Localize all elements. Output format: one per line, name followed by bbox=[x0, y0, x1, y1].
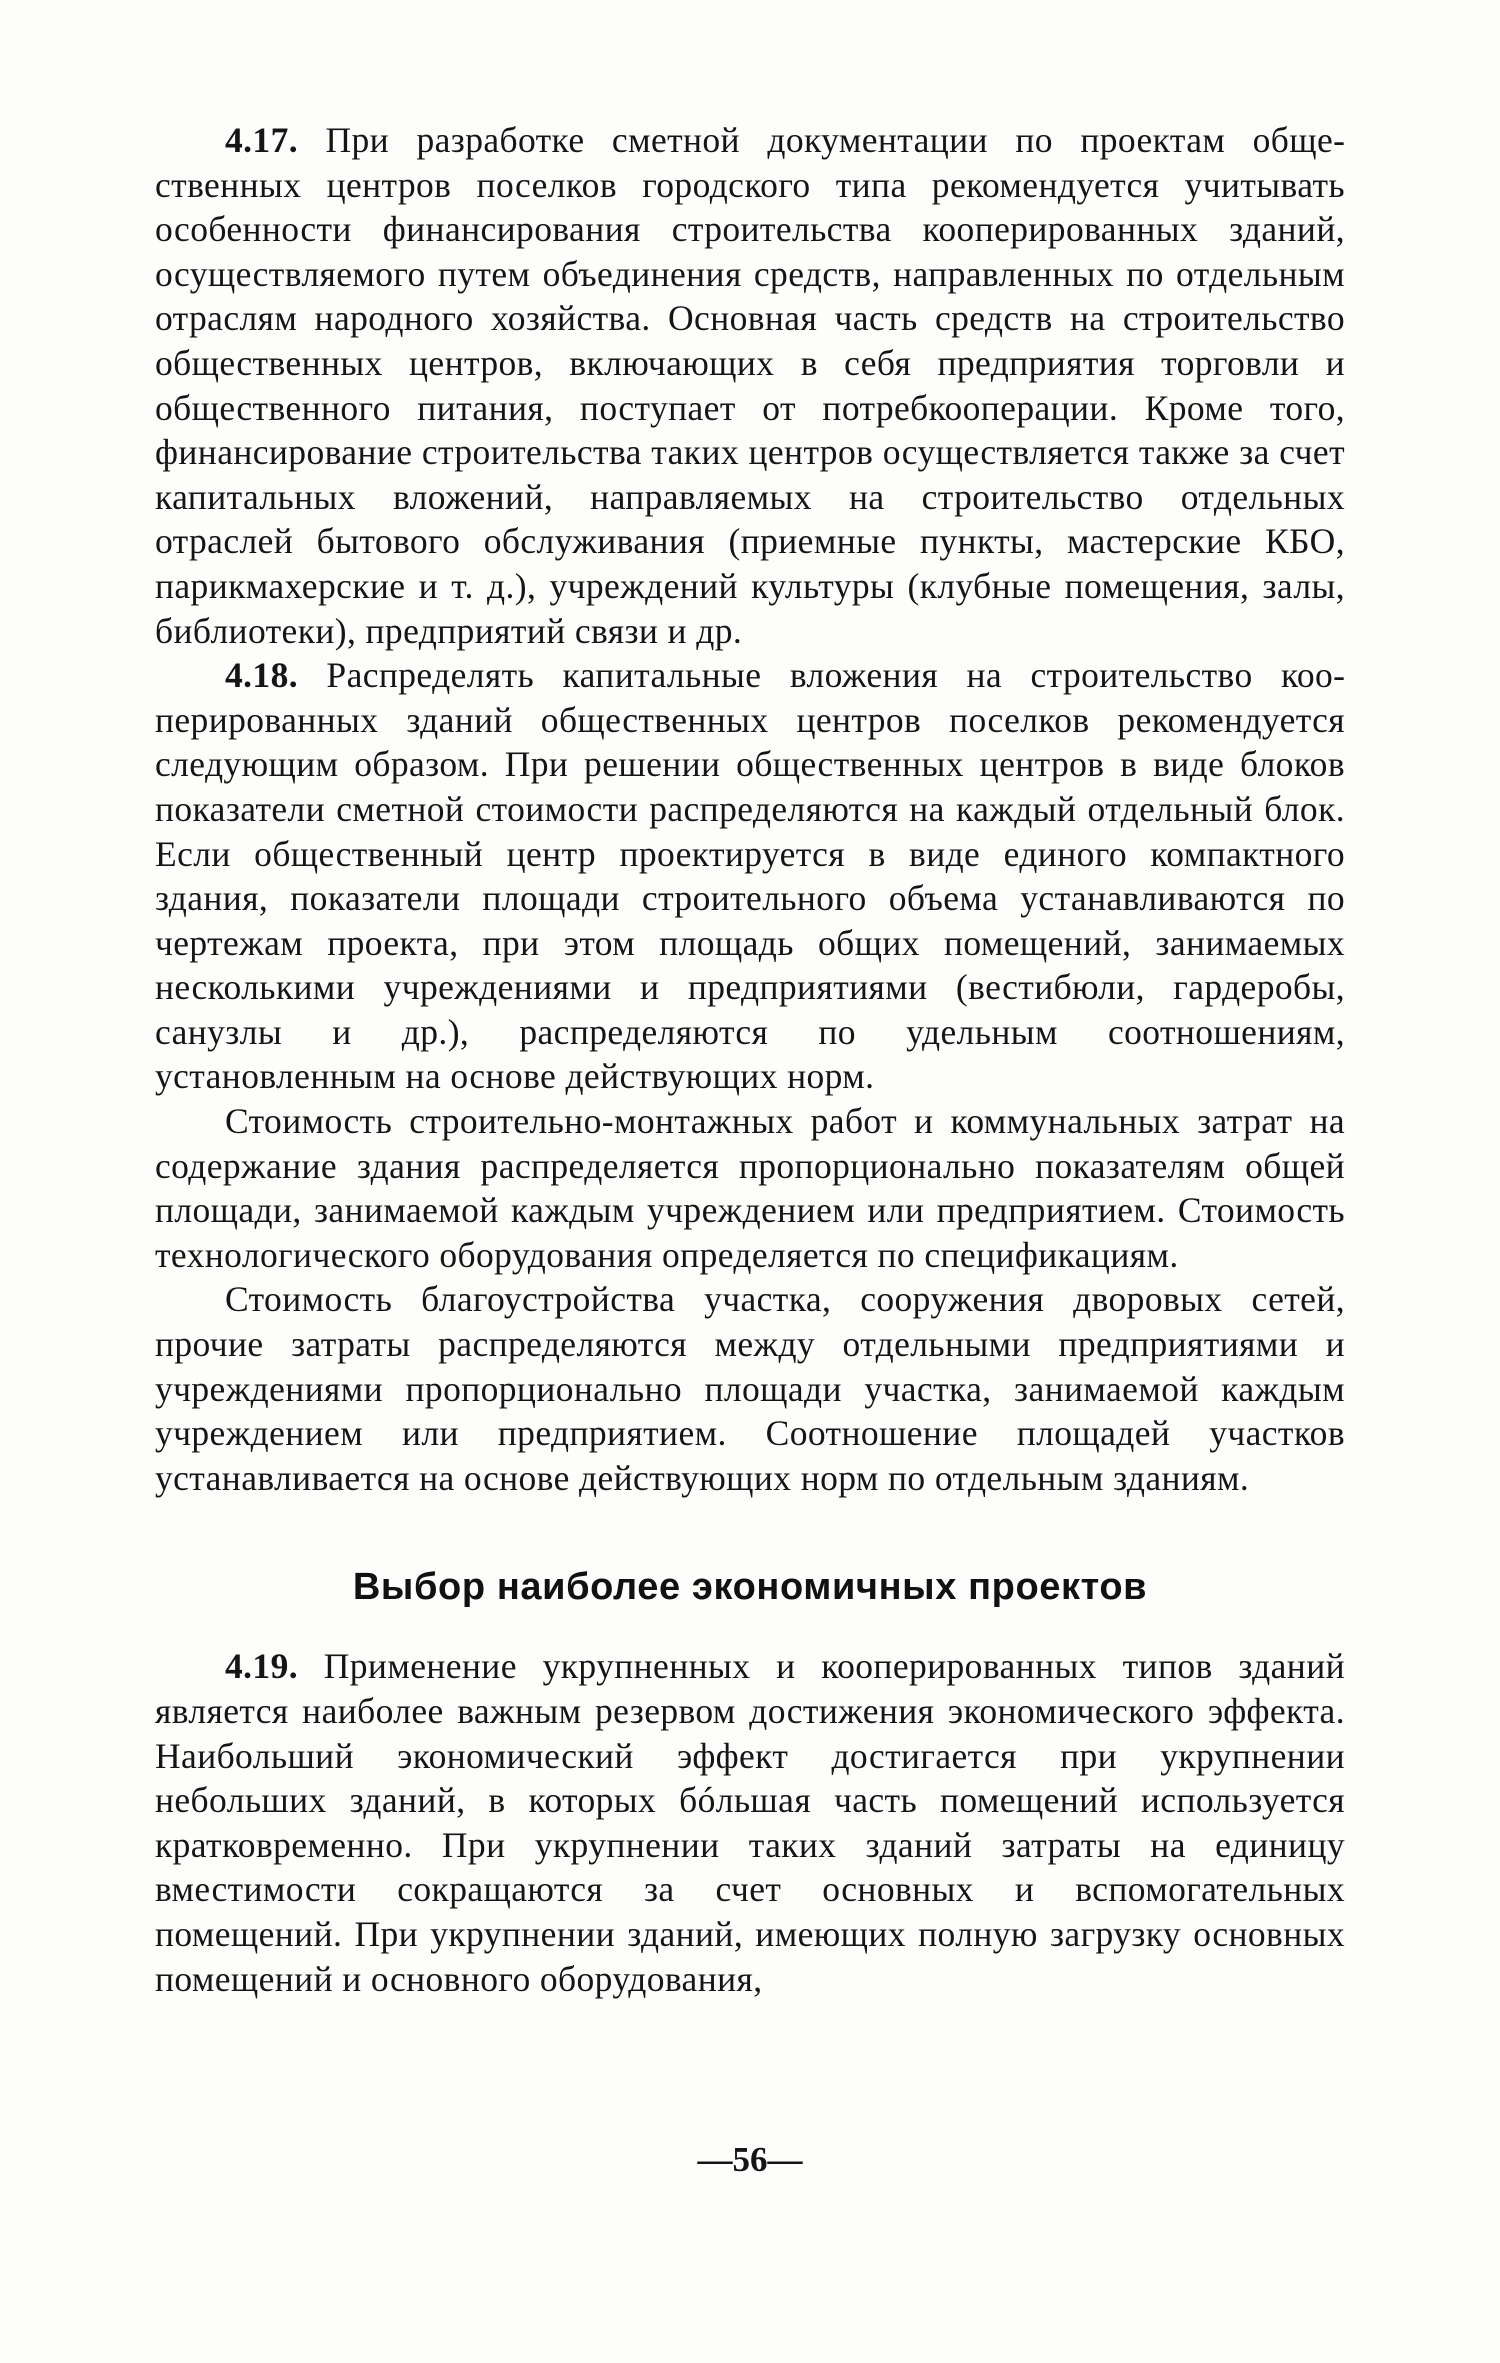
paragraph-text: Применение укрупненных и кооперированных типов зданий является наиболее важным резервом достижения экономического эффекта. Наибольший экономический эффект достигается при укрупнении небольших зданий, в которых бóльшая часть помещений используется кратковременно. При укрупнении таких зданий затраты на единицу вместимости сокращаются за счет основных и вспомогательных помещений. При укрупнении зданий, имеющих полную загрузку основных помещений и основного оборудования, bbox=[155, 1646, 1345, 1999]
paragraph-4-19 bbox=[155, 1644, 1345, 2001]
paragraph-text: Стоимость строительно-монтажных работ и коммунальных затрат на содержание здания распределяется пропорционально показателям общей площади, занимаемой каждым учреждением или предприятием. Стоимость технологического оборудования определяется по спецификациям. bbox=[155, 1101, 1345, 1275]
paragraph-landscaping-costs bbox=[155, 1277, 1345, 1500]
paragraph-text: При разработке сметной документации по проектам общественных центров поселков городского типа рекомендуется учитывать особенности финансирования строительства кооперированных зданий, осуществляемого путем объединения средств, направленных по отдельным отраслям народного хозяйства. Основная часть средств на строительство общественных центров, включающих в себя предприятия торговли и общественного питания, поступает от потребкооперации. Кроме того, финансирование строительства таких центров осуществляется также за счет капитальных вложений, направляемых на строительство отдельных отраслей бытового обслуживания (приемные пункты, мастерские КБО, парикмахерские и т. д.), учреждений культуры (клубные помещения, залы, библиотеки), предприятий связи и др. bbox=[155, 120, 1345, 651]
paragraph-number: 4.17. bbox=[225, 120, 298, 160]
page-number: —56— bbox=[697, 2140, 803, 2179]
section-heading: Выбор наиболее экономичных проектов bbox=[352, 1566, 1148, 1609]
paragraph-4-18 bbox=[155, 653, 1345, 1099]
paragraph-number: 4.18. bbox=[225, 655, 298, 696]
paragraph-number: 4.19. bbox=[225, 1646, 298, 1687]
paragraph-construction-costs bbox=[155, 1099, 1345, 1277]
body-text bbox=[155, 118, 1345, 2001]
paragraph-text: Стоимость благоустройства участка, сооружения дворовых сетей, прочие затраты распределяются между отдельными предприятиями и учреждениями пропорционально площади участка, занимаемой каждым учреждением или предприятием. Соотношение площадей участков устанавливается на основе действующих норм по отдельным зданиям. bbox=[155, 1279, 1345, 1498]
paragraph-text: Распределять капитальные вложения на строительство кооперированных зданий общественных центров поселков рекомендуется следующим образом. При решении общественных центров в виде блоков показатели сметной стоимости распределяются на каждый отдельный блок. Если общественный центр проектируется в виде единого компактного здания, показатели площади строительного объема устанавливаются по чертежам проекта, при этом площадь общих помещений, занимаемых несколькими учреждениями и предприятиями (вестибюли, гардеробы, санузлы и др.), распределяются по удельным соотношениям, установленным на основе действующих норм. bbox=[155, 655, 1345, 1097]
paragraph-4-17 bbox=[155, 118, 1345, 653]
